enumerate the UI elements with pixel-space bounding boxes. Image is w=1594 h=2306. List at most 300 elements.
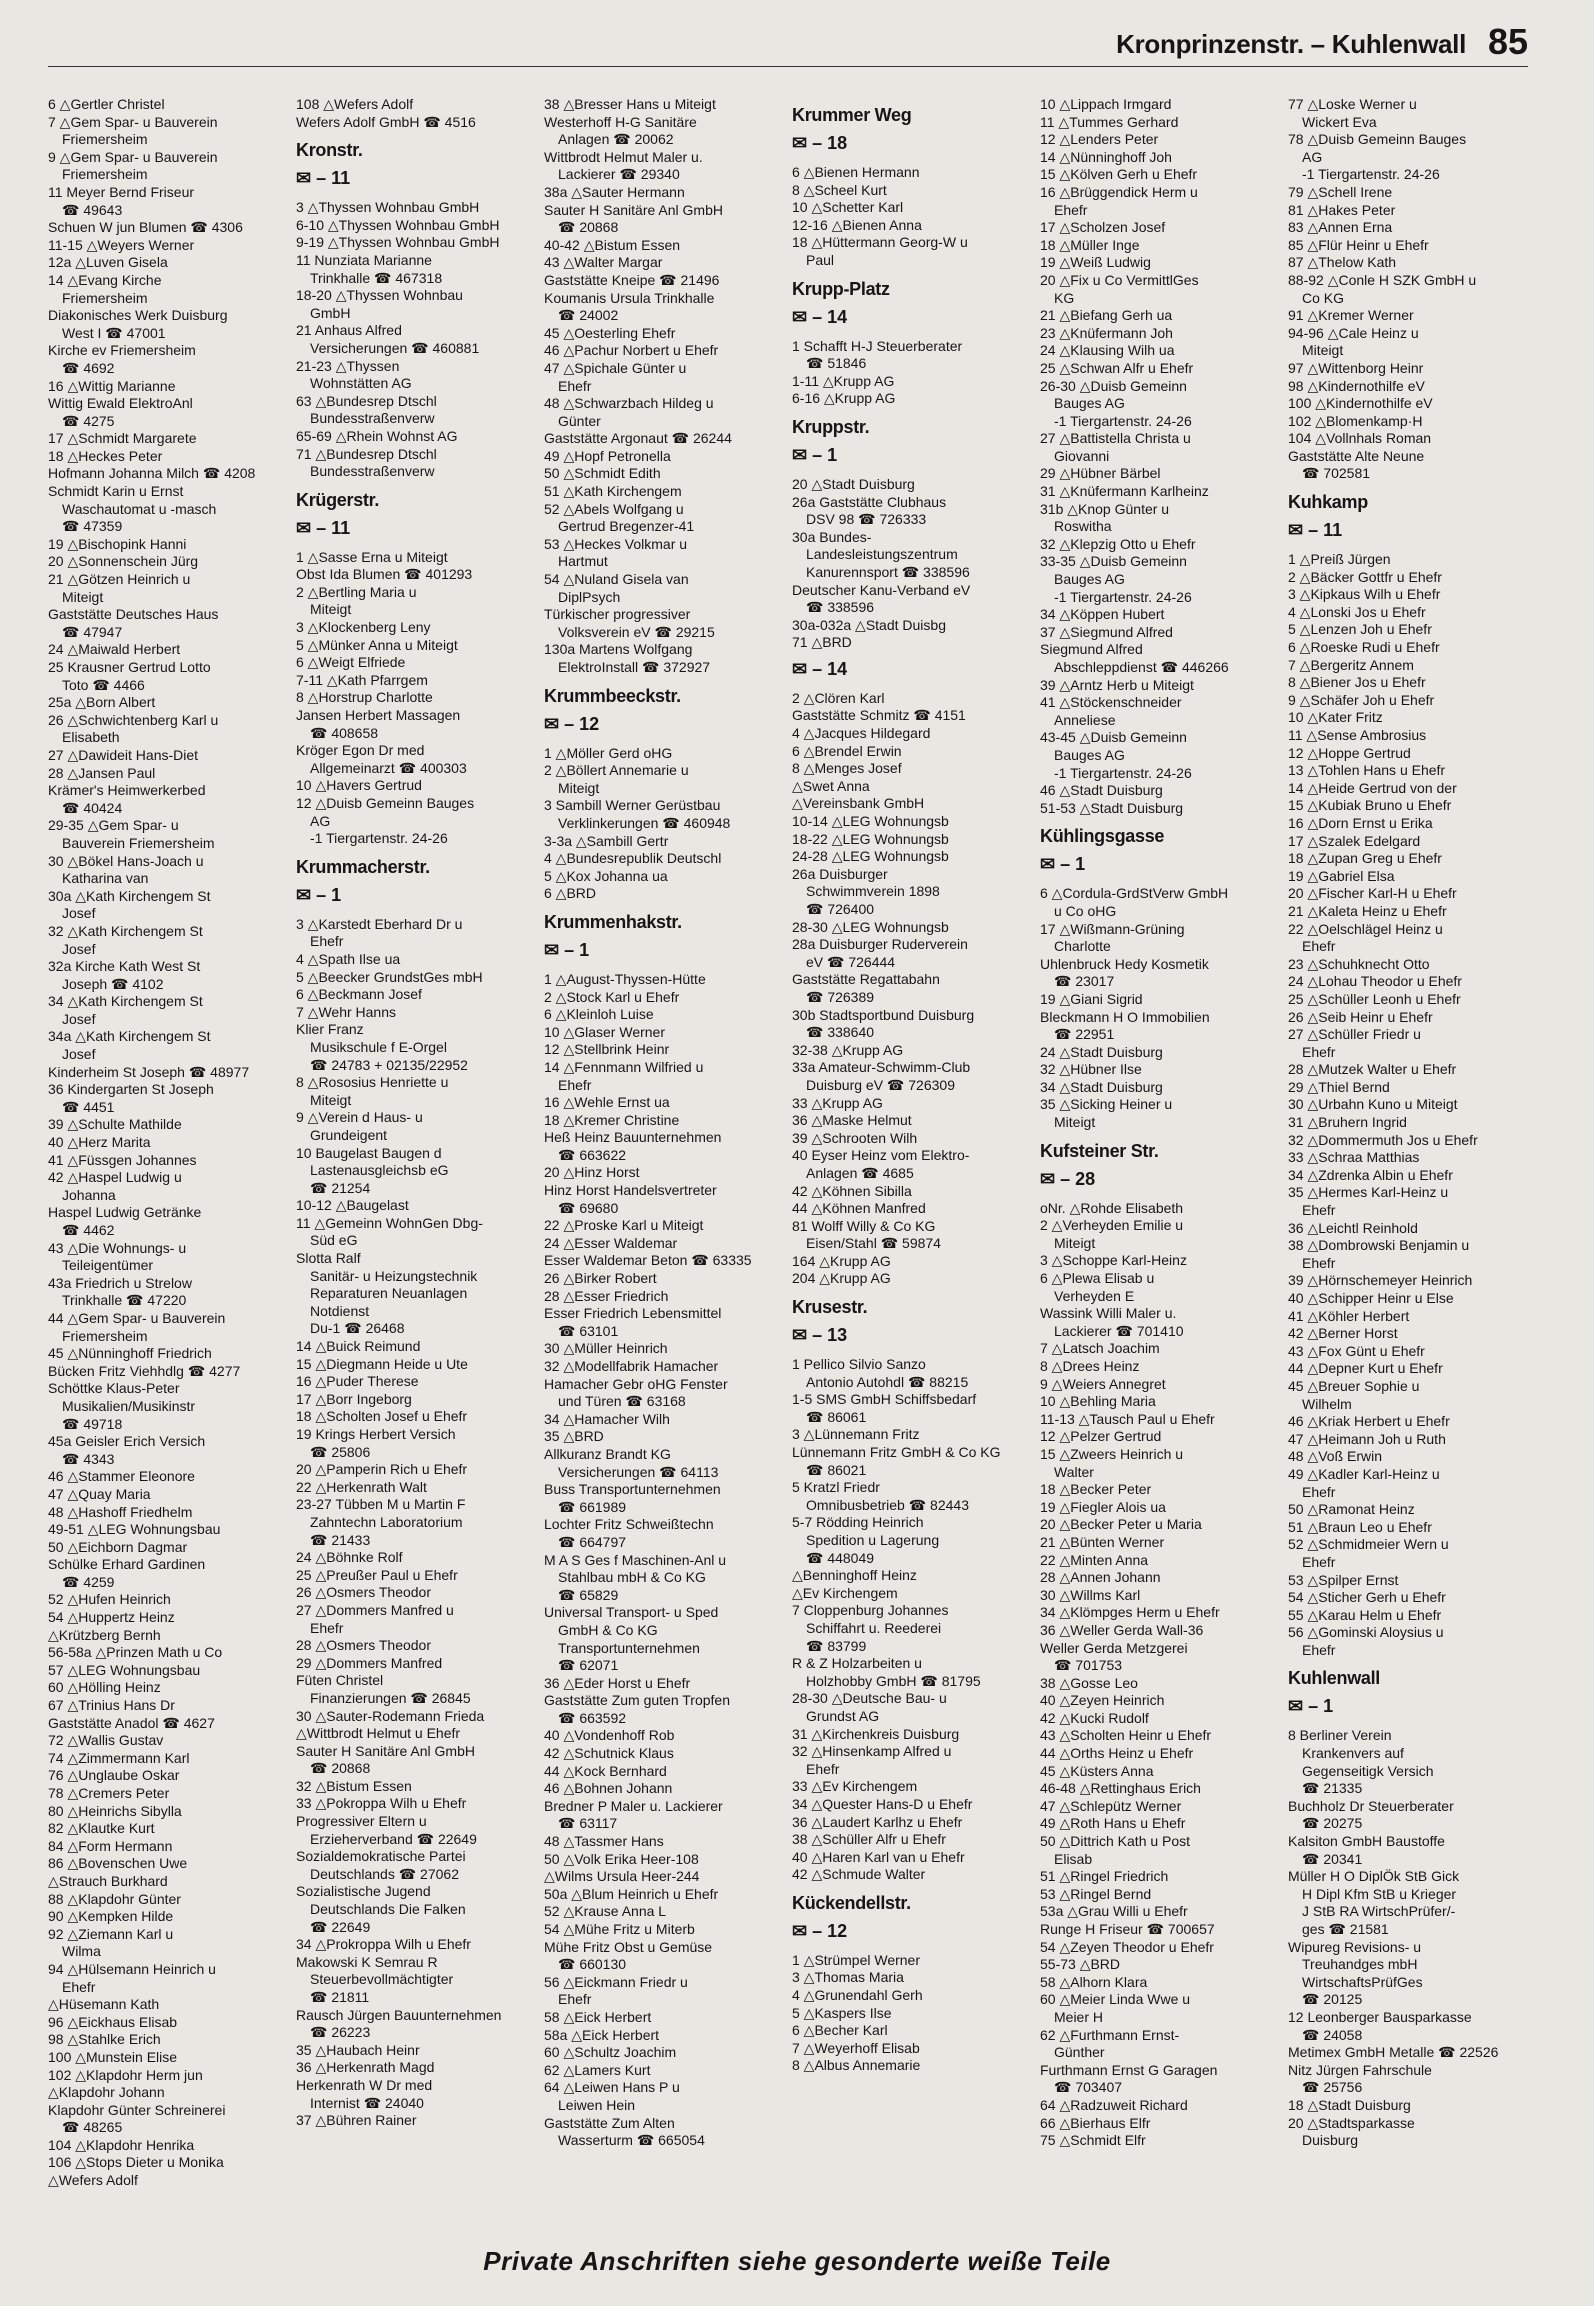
- directory-entry: 9 △Verein d Haus- u: [296, 1109, 423, 1126]
- directory-entry: Gaststätte Argonaut ☎ 26244: [544, 430, 732, 447]
- entry-continuation: Bauges AG: [1054, 395, 1125, 412]
- entry-continuation: Ehefr: [1302, 1254, 1336, 1271]
- directory-entry: 24 △Stadt Duisburg: [1040, 1043, 1163, 1060]
- entry-continuation: Co KG: [1302, 289, 1345, 306]
- directory-entry: Kröger Egon Dr med: [296, 742, 425, 759]
- directory-entry: Hofmann Johanna Milch ☎ 4208: [48, 465, 256, 482]
- entry-continuation: ☎ 22649: [310, 1918, 371, 1935]
- directory-entry: 30 △Müller Heinrich: [544, 1340, 668, 1357]
- entry-continuation: Ehefr: [1302, 1553, 1336, 1570]
- directory-entry: 30 △Bökel Hans-Joach u: [48, 852, 204, 869]
- entry-continuation: ☎ 47947: [62, 623, 123, 640]
- directory-entry: 4 △Jacques Hildegard: [792, 725, 931, 742]
- entry-continuation: -1 Tiergartenstr. 24-26: [1054, 764, 1192, 781]
- entry-continuation: ☎ 24058: [1302, 2026, 1363, 2043]
- street-heading: Krummenhakstr.: [544, 911, 682, 932]
- directory-entry: Mühe Fritz Obst u Gemüse: [544, 1938, 713, 1955]
- directory-entry: 19 △Fiegler Alois ua: [1040, 1498, 1166, 1515]
- directory-entry: 27 △Dawideit Hans-Diet: [48, 746, 199, 763]
- directory-entry: 27 △Dommers Manfred u: [296, 1601, 454, 1618]
- directory-entry: 1 △Sasse Erna u Miteigt: [296, 548, 448, 565]
- directory-entry: 54 △Sticher Gerh u Ehefr: [1288, 1589, 1446, 1606]
- directory-entry: 51 △Kath Kirchengem: [544, 483, 682, 500]
- directory-entry: M A S Ges f Maschinen-Anl u: [544, 1551, 727, 1568]
- directory-entry: 62 △Furthmann Ernst-: [1040, 2026, 1180, 2043]
- entry-continuation: Verheyden E: [1054, 1287, 1135, 1304]
- entry-continuation: J StB RA WirtschPrüfer/-: [1302, 1903, 1456, 1920]
- directory-entry: Westerhoff H-G Sanitäre: [544, 113, 697, 130]
- entry-continuation: ☎ 51846: [806, 355, 867, 372]
- directory-entry: 84 △Form Hermann: [48, 1837, 173, 1854]
- directory-entry: 78 △Cremers Peter: [48, 1785, 170, 1801]
- directory-entry: △Vereinsbank GmbH: [792, 795, 925, 812]
- directory-entry: 45 △Breuer Sophie u: [1288, 1377, 1420, 1394]
- directory-entry: 44 △Depner Kurt u Ehefr: [1288, 1360, 1443, 1377]
- directory-entry: 40 △Herz Marita: [48, 1134, 151, 1151]
- directory-entry: 67 △Trinius Hans Dr: [48, 1697, 175, 1714]
- directory-entry: 32a Kirche Kath West St: [48, 958, 201, 975]
- postal-district: ✉ – 11: [296, 517, 351, 538]
- directory-entry: 7 △Latsch Joachim: [1040, 1340, 1160, 1357]
- directory-entry: 52 △Schmidmeier Wern u: [1288, 1536, 1449, 1553]
- directory-entry: 2 △Böllert Annemarie u: [544, 762, 689, 779]
- directory-entry: 11 Meyer Bernd Friseur: [48, 183, 195, 200]
- entry-continuation: WirtschaftsPrüfGes: [1302, 1973, 1423, 1990]
- directory-entry: Lochter Fritz Schweißtechn: [544, 1516, 714, 1533]
- directory-entry: 10-14 △LEG Wohnungsb: [792, 813, 949, 830]
- entry-continuation: Spedition u Lagerung: [806, 1532, 940, 1548]
- directory-entry: 16 △Wittig Marianne: [48, 377, 176, 394]
- directory-entry: 17 △Szalek Edelgard: [1288, 832, 1421, 849]
- directory-entry: 4 △Lonski Jos u Ehefr: [1288, 603, 1426, 620]
- directory-entry: 3 Sambill Werner Gerüstbau: [544, 797, 721, 814]
- entry-continuation: Ehefr: [1302, 1043, 1336, 1060]
- entry-continuation: ☎ 20341: [1302, 1850, 1363, 1867]
- directory-entry: 6-10 △Thyssen Wohnbau GmbH: [296, 216, 500, 233]
- entry-continuation: Josef: [62, 905, 96, 922]
- directory-entry: 56-58a △Prinzen Math u Co: [48, 1644, 223, 1661]
- column-2: [296, 96, 532, 2226]
- directory-entry: Lünnemann Fritz GmbH & Co KG: [792, 1444, 1001, 1461]
- directory-entry: 46 △Stadt Duisburg: [1040, 782, 1163, 799]
- entry-continuation: Paul: [806, 251, 835, 268]
- directory-entry: 106 △Stops Dieter u Monika: [48, 2154, 224, 2171]
- entry-continuation: ☎ 21811: [310, 1989, 370, 2005]
- entry-continuation: Abschleppdienst ☎ 446266: [1054, 659, 1229, 675]
- directory-entry: △Wilms Ursula Heer-244: [544, 1868, 700, 1885]
- entry-continuation: West I ☎ 47001: [62, 324, 166, 341]
- directory-entry: 18 △Becker Peter: [1040, 1481, 1152, 1498]
- entry-continuation: ☎ 21254: [310, 1179, 371, 1196]
- directory-entry: 3 △Karstedt Eberhard Dr u: [296, 915, 463, 932]
- entry-continuation: Josef: [62, 1046, 96, 1063]
- postal-district: ✉ – 18: [792, 133, 848, 153]
- directory-entry: 16 △Puder Therese: [296, 1373, 419, 1390]
- entry-continuation: ☎ 65829: [558, 1586, 619, 1603]
- directory-entry: 38 △Bresser Hans u Miteigt: [544, 96, 716, 112]
- directory-entry: 75 △Schmidt Elfr: [1040, 2132, 1146, 2149]
- directory-entry: 39 △Schrooten Wilh: [792, 1129, 918, 1146]
- postal-district: ✉ – 14: [792, 306, 848, 327]
- directory-entry: Klapdohr Günter Schreinerei: [48, 2101, 226, 2118]
- directory-entry: 7-11 △Kath Pfarrgem: [296, 671, 428, 688]
- directory-entry: 5 △Lenzen Joh u Ehefr: [1288, 621, 1432, 638]
- directory-entry: 28 △Osmers Theodor: [296, 1637, 432, 1654]
- directory-entry: 1 Pellico Silvio Sanzo: [792, 1356, 926, 1373]
- directory-entry: 40 △Haren Karl van u Ehefr: [792, 1848, 965, 1865]
- directory-entry: 4 △Spath Ilse ua: [296, 950, 401, 967]
- entry-continuation: Holzhobby GmbH ☎ 81795: [806, 1672, 981, 1689]
- directory-entry: Jansen Herbert Massagen: [296, 707, 461, 724]
- entry-continuation: Ehefr: [62, 1978, 96, 1995]
- directory-entry: 80 △Heinrichs Sibylla: [48, 1802, 182, 1819]
- entry-continuation: ☎ 663592: [558, 1709, 627, 1726]
- directory-entry: 83 △Annen Erna: [1288, 219, 1393, 236]
- entry-continuation: ☎ 726389: [806, 988, 875, 1005]
- street-heading: Krügerstr.: [296, 489, 380, 510]
- directory-entry: 14 △Heide Gertrud von der: [1288, 779, 1457, 796]
- entry-continuation: Anneliese: [1054, 711, 1116, 728]
- directory-entry: 8 △Biener Jos u Ehefr: [1288, 674, 1426, 691]
- directory-entry: 51 △Ringel Friedrich: [1040, 1868, 1169, 1885]
- directory-entry: Deutscher Kanu-Verband eV: [792, 581, 971, 598]
- directory-entry: 81 Wolff Willy & Co KG: [792, 1217, 936, 1234]
- directory-entry: 12a △Luven Gisela: [48, 254, 168, 271]
- directory-entry: 34 △Klömpges Herm u Ehefr: [1040, 1604, 1220, 1621]
- directory-entry: Progressiver Eltern u: [296, 1813, 427, 1830]
- postal-district: ✉ – 14: [792, 658, 848, 679]
- directory-entry: 24 △Böhnke Rolf: [296, 1549, 403, 1566]
- entry-continuation: Miteigt: [310, 601, 352, 618]
- directory-entry: 52 △Abels Wolfgang u: [544, 500, 684, 517]
- directory-entry: 46 △Bohnen Johann: [544, 1780, 673, 1797]
- directory-entry: 31 △Kirchenkreis Duisburg: [792, 1725, 960, 1742]
- entry-continuation: Erzieherverband ☎ 22649: [310, 1830, 477, 1847]
- directory-entry: 102 △Klapdohr Herm jun: [48, 2066, 203, 2083]
- directory-entry: 19 △Weiß Ludwig: [1040, 254, 1151, 271]
- entry-continuation: Trinkhalle ☎ 467318: [310, 269, 443, 286]
- directory-entry: 28 △Mutzek Walter u Ehefr: [1288, 1061, 1457, 1078]
- directory-entry: 12 △Lenders Peter: [1040, 131, 1159, 148]
- directory-entry: 43a Friedrich u Strelow: [48, 1274, 192, 1291]
- directory-entry: 32-38 △Krupp AG: [792, 1041, 904, 1058]
- directory-entry: 28 △Annen Johann: [1040, 1569, 1161, 1586]
- street-heading: Kuhkamp: [1288, 492, 1368, 513]
- entry-continuation: Wickert Eva: [1302, 113, 1377, 130]
- entry-continuation: Volksverein eV ☎ 29215: [558, 623, 715, 640]
- entry-continuation: Johanna: [62, 1186, 116, 1203]
- entry-continuation: Landesleistungszentrum: [806, 546, 958, 563]
- entry-continuation: Allgemeinarzt ☎ 400303: [310, 759, 467, 776]
- entry-continuation: Finanzierungen ☎ 26845: [310, 1689, 471, 1706]
- directory-entry: 94 △Hülsemann Heinrich u: [48, 1960, 216, 1977]
- entry-continuation: ☎ 24002: [558, 307, 619, 324]
- entry-continuation: Giovanni: [1054, 447, 1110, 464]
- directory-entry: △Strauch Burkhard: [48, 1872, 168, 1889]
- directory-entry: 10 △Glaser Werner: [544, 1023, 665, 1040]
- entry-continuation: Ehefr: [1302, 1483, 1336, 1500]
- directory-entry: Hinz Horst Handelsvertreter: [544, 1182, 717, 1199]
- directory-entry: 4 △Grunendahl Gerh: [792, 1987, 923, 2004]
- directory-entry: 54 △Mühe Fritz u Miterb: [544, 1921, 695, 1937]
- directory-entry: △Swet Anna: [792, 777, 870, 794]
- directory-entry: 36 △Maske Helmut: [792, 1112, 912, 1129]
- directory-entry: 6 △Weigt Elfriede: [296, 654, 406, 671]
- directory-entry: 20 △Sonnenschein Jürg: [48, 553, 199, 570]
- directory-entry: 14 △Buick Reimund: [296, 1338, 421, 1355]
- directory-entry: 6-16 △Krupp AG: [792, 390, 896, 407]
- directory-entry: 51 △Braun Leo u Ehefr: [1288, 1518, 1432, 1535]
- directory-entry: 91 △Kremer Werner: [1288, 307, 1414, 324]
- directory-entry: 28a Duisburger Ruderverein: [792, 936, 968, 953]
- directory-entry: 12-16 △Bienen Anna: [792, 216, 922, 233]
- entry-continuation: Notdienst: [310, 1302, 370, 1319]
- entry-continuation: Miteigt: [62, 588, 104, 605]
- directory-entry: 1 △August-Thyssen-Hütte: [544, 970, 706, 987]
- directory-entry: 2 △Clören Karl: [792, 689, 885, 706]
- directory-entry: Bücken Fritz Viehhdlg ☎ 4277: [48, 1362, 241, 1379]
- directory-entry: Herkenrath W Dr med: [296, 2076, 433, 2093]
- directory-entry: 17 △Schmidt Margarete: [48, 430, 197, 447]
- entry-continuation: Ehefr: [806, 1760, 840, 1777]
- directory-entry: 52 △Hufen Heinrich: [48, 1591, 171, 1608]
- directory-entry: Schülke Erhard Gardinen: [48, 1556, 206, 1573]
- column-4: [792, 96, 1028, 2226]
- directory-entry: 66 △Bierhaus Elfr: [1040, 2114, 1151, 2131]
- entry-continuation: Lastenausgleichsb eG: [310, 1162, 449, 1179]
- directory-entry: 10 △Schetter Karl: [792, 199, 904, 216]
- entry-continuation: eV ☎ 726444: [806, 953, 896, 970]
- directory-entry: 4 △Bundesrepublik Deutschl: [544, 850, 722, 867]
- entry-continuation: Miteigt: [1054, 1114, 1096, 1131]
- entry-continuation: Süd eG: [310, 1232, 358, 1249]
- directory-entry: 98 △Stahlke Erich: [48, 2031, 161, 2048]
- directory-entry: 43-45 △Duisb Gemeinn: [1040, 729, 1187, 746]
- directory-entry: 104 △Klapdohr Henrika: [48, 2136, 195, 2153]
- entry-continuation: Leiwen Hein: [558, 2096, 636, 2113]
- directory-entry: 6 △Roeske Rudi u Ehefr: [1288, 639, 1440, 656]
- entry-continuation: Versicherungen ☎ 64113: [558, 1463, 719, 1480]
- directory-entry: 8 △Drees Heinz: [1040, 1358, 1140, 1374]
- directory-entry: 29 △Dommers Manfred: [296, 1654, 443, 1671]
- directory-entry: 38a △Sauter Hermann: [544, 183, 685, 200]
- directory-entry: 18-20 △Thyssen Wohnbau: [296, 287, 463, 304]
- entry-continuation: Walter: [1054, 1463, 1094, 1480]
- directory-entry: 49 △Kadler Karl-Heinz u: [1288, 1465, 1440, 1482]
- directory-entry: 30 △Sauter-Rodemann Frieda: [296, 1707, 485, 1724]
- directory-entry: 15 △Kubiak Bruno u Ehefr: [1288, 797, 1452, 814]
- directory-entry: 33a Amateur-Schwimm-Club: [792, 1059, 971, 1076]
- directory-entry: Bredner P Maler u. Lackierer: [544, 1797, 723, 1814]
- directory-entry: △Krützberg Bernh: [48, 1626, 161, 1643]
- directory-entry: 19 △Bischopink Hanni: [48, 535, 187, 552]
- directory-entry: Wittbrodt Helmut Maler u.: [544, 148, 703, 165]
- entry-continuation: Krankenvers auf: [1302, 1745, 1404, 1762]
- directory-entry: 7 △Gem Spar- u Bauverein: [48, 113, 218, 130]
- directory-entry: 11-13 △Tausch Paul u Ehefr: [1040, 1410, 1215, 1427]
- directory-entry: 30 △Urbahn Kuno u Miteigt: [1288, 1096, 1458, 1113]
- postal-district: ✉ – 11: [1288, 520, 1343, 541]
- directory-entry: 20 △Hinz Horst: [544, 1164, 640, 1181]
- entry-continuation: und Türen ☎ 63168: [558, 1393, 686, 1410]
- entry-continuation: Internist ☎ 24040: [310, 2094, 424, 2111]
- entry-continuation: ☎ 21433: [310, 1531, 371, 1548]
- entry-continuation: GmbH & Co KG: [558, 1621, 658, 1638]
- entry-continuation: ges ☎ 21581: [1302, 1921, 1389, 1937]
- directory-entry: 28 △Esser Friedrich: [544, 1287, 669, 1304]
- directory-entry: 8 △Menges Josef: [792, 760, 902, 777]
- directory-entry: 29 △Hübner Bärbel: [1040, 465, 1161, 482]
- directory-entry: 96 △Eickhaus Elisab: [48, 2013, 178, 2030]
- directory-entry: 15 △Diegmann Heide u Ute: [296, 1355, 468, 1372]
- directory-entry: 54 △Zeyen Theodor u Ehefr: [1040, 1938, 1214, 1955]
- entry-continuation: Elisabeth: [62, 729, 120, 746]
- entry-continuation: ☎ 338640: [806, 1024, 875, 1041]
- entry-continuation: ☎ 21335: [1302, 1780, 1363, 1797]
- directory-entry: 17 △Wißmann-Grüning: [1040, 920, 1185, 937]
- entry-continuation: Friemersheim: [62, 166, 148, 183]
- directory-entry: 36 △Weller Gerda Wall-36: [1040, 1621, 1204, 1638]
- directory-entry: 108 △Wefers Adolf: [296, 96, 414, 112]
- directory-entry: 81 △Hakes Peter: [1288, 201, 1396, 218]
- directory-entry: 44 △Orths Heinz u Ehefr: [1040, 1745, 1194, 1762]
- entry-continuation: ☎ 62071: [558, 1657, 619, 1674]
- entry-continuation: ☎ 4259: [62, 1573, 115, 1590]
- entry-continuation: ☎ 20125: [1302, 1991, 1363, 2008]
- entry-continuation: GmbH: [310, 304, 351, 321]
- directory-entry: Gaststätte Anadol ☎ 4627: [48, 1714, 215, 1731]
- directory-entry: 8 △Scheel Kurt: [792, 181, 887, 198]
- entry-continuation: Wilhelm: [1302, 1395, 1352, 1412]
- directory-entry: 38 △Dombrowski Benjamin u: [1288, 1237, 1470, 1254]
- directory-entry: 9-19 △Thyssen Wohnbau GmbH: [296, 234, 500, 251]
- directory-entry: 25a △Born Albert: [48, 694, 156, 711]
- directory-entry: △Benninghoff Heinz: [792, 1567, 917, 1584]
- directory-entry: Uhlenbruck Hedy Kosmetik: [1040, 955, 1209, 972]
- directory-entry: Schmidt Karin u Ernst: [48, 483, 184, 500]
- directory-entry: Kirche ev Friemersheim: [48, 342, 196, 359]
- directory-entry: 58 △Eick Herbert: [544, 2008, 652, 2025]
- directory-entry: 34 △Köppen Hubert: [1040, 606, 1165, 623]
- directory-entry: 18 △Kremer Christine: [544, 1111, 680, 1128]
- entry-continuation: Miteigt: [1302, 342, 1344, 359]
- directory-entry: 6 △BRD: [544, 885, 597, 902]
- entry-continuation: Hartmut: [558, 553, 608, 570]
- street-heading: Kruppstr.: [792, 416, 870, 437]
- directory-entry: Allkuranz Brandt KG: [544, 1445, 671, 1462]
- directory-entry: 10 △Kater Fritz: [1288, 709, 1383, 726]
- directory-entry: 12 △Stellbrink Heinr: [544, 1041, 670, 1058]
- entry-continuation: Miteigt: [558, 779, 600, 796]
- directory-entry: 64 △Leiwen Hans P u: [544, 2079, 680, 2096]
- entry-continuation: Deutschlands Die Falken: [310, 1901, 466, 1918]
- postal-district: ✉ – 12: [792, 1920, 848, 1941]
- entry-continuation: ☎ 24783 + 02135/22952: [310, 1056, 468, 1073]
- directory-entry: 33-35 △Duisb Gemeinn: [1040, 553, 1187, 570]
- entry-continuation: Günther: [1054, 2044, 1105, 2061]
- entry-continuation: Steuerbevollmächtigter: [310, 1971, 454, 1988]
- directory-entry: Sauter H Sanitäre Anl GmbH: [296, 1742, 475, 1759]
- directory-entry: 21-23 △Thyssen: [296, 357, 400, 374]
- entry-continuation: Bauverein Friemersheim: [62, 834, 215, 851]
- entry-continuation: ☎ 4462: [62, 1222, 115, 1238]
- directory-entry: 6 △Gertler Christel: [48, 96, 165, 112]
- directory-entry: 26a Duisburger: [792, 865, 888, 882]
- directory-entry: 16 △Brüggendick Herm u: [1040, 183, 1198, 200]
- directory-entry: 26-30 △Duisb Gemeinn: [1040, 377, 1187, 394]
- directory-entry: 7 Cloppenburg Johannes: [792, 1602, 949, 1619]
- directory-entry: 24-28 △LEG Wohnungsb: [792, 848, 949, 865]
- directory-entry: 2 △Verheyden Emilie u: [1040, 1217, 1184, 1234]
- directory-entry: Gaststätte Alte Neune: [1288, 447, 1425, 464]
- entry-continuation: ☎ 25756: [1302, 2079, 1363, 2096]
- entry-continuation: ☎ 49643: [62, 201, 123, 218]
- entry-continuation: Anlagen ☎ 20062: [558, 131, 674, 148]
- entry-continuation: Musikschule f E-Orgel: [310, 1038, 447, 1055]
- directory-entry: 55-73 △BRD: [1040, 1956, 1121, 1973]
- entry-continuation: Gertrud Bregenzer-41: [558, 518, 695, 535]
- directory-entry: 65-69 △Rhein Wohnst AG: [296, 427, 458, 444]
- directory-entry: 22 △Herkenrath Walt: [296, 1478, 427, 1495]
- entry-continuation: Kanurennsport ☎ 338596: [806, 563, 970, 580]
- directory-entry: Esser Friedrich Lebensmittel: [544, 1305, 722, 1322]
- directory-entry: 5 △Kaspers Ilse: [792, 2004, 892, 2021]
- directory-entry: 19 △Gabriel Elsa: [1288, 867, 1395, 884]
- directory-entry: 79 △Schell Irene: [1288, 183, 1393, 200]
- directory-entry: 3 △Thomas Maria: [792, 1969, 904, 1986]
- directory-entry: 54 △Nuland Gisela van: [544, 571, 689, 588]
- entry-continuation: Grundeigent: [310, 1126, 388, 1143]
- directory-entry: Wittig Ewald ElektroAnl: [48, 395, 193, 412]
- directory-entry: 37 △Siegmund Alfred: [1040, 623, 1173, 640]
- entry-continuation: Antonio Autohdl ☎ 88215: [806, 1373, 969, 1390]
- directory-entry: 12 △Hoppe Gertrud: [1288, 744, 1411, 761]
- directory-entry: 97 △Wittenborg Heinr: [1288, 359, 1424, 376]
- directory-entry: 33 △Ev Kirchengem: [792, 1778, 918, 1795]
- directory-entry: 9 △Weiers Annegret: [1040, 1375, 1166, 1392]
- entry-continuation: Charlotte: [1054, 938, 1111, 955]
- directory-entry: △Ev Kirchengem: [792, 1584, 898, 1601]
- directory-entry: 43 △Fox Günt u Ehefr: [1288, 1342, 1425, 1359]
- directory-entry: 41 △Stöckenschneider: [1040, 694, 1182, 711]
- directory-entry: 34 △Zdrenka Albin u Ehefr: [1288, 1166, 1453, 1183]
- postal-district: ✉ – 11: [296, 168, 351, 189]
- directory-entry: 17 △Borr Ingeborg: [296, 1390, 412, 1407]
- entry-continuation: Bauges AG: [1054, 571, 1125, 588]
- directory-entry: 54 △Huppertz Heinz: [48, 1609, 175, 1626]
- entry-continuation: ☎ 4451: [62, 1098, 115, 1115]
- directory-entry: 49 △Hopf Petronella: [544, 447, 671, 464]
- directory-entry: 42 △Haspel Ludwig u: [48, 1169, 182, 1186]
- entry-continuation: Duisburg: [1302, 2132, 1359, 2149]
- entry-continuation: ☎ 726400: [806, 901, 875, 917]
- directory-entry: △Hüsemann Kath: [48, 1996, 160, 2013]
- directory-entry: Schuen W jun Blumen ☎ 4306: [48, 219, 243, 236]
- directory-entry: 8 Berliner Verein: [1288, 1727, 1392, 1744]
- entry-continuation: Wohnstätten AG: [310, 375, 412, 392]
- directory-entry: 32 △Klepzig Otto u Ehefr: [1040, 535, 1196, 552]
- directory-entry: 39 △Schulte Mathilde: [48, 1116, 182, 1133]
- directory-entry: 52 △Krause Anna L: [544, 1903, 667, 1920]
- directory-entry: 26a Gaststätte Clubhaus: [792, 493, 947, 510]
- entry-continuation: Toto ☎ 4466: [62, 676, 145, 693]
- directory-entry: 8 △Horstrup Charlotte: [296, 689, 433, 706]
- entry-continuation: Katharina van: [62, 870, 149, 887]
- entry-continuation: Friemersheim: [62, 289, 148, 306]
- directory-entry: 36 △Leichtl Reinhold: [1288, 1219, 1418, 1236]
- directory-entry: 32 △Modellfabrik Hamacher: [544, 1358, 719, 1374]
- entry-continuation: ☎ 4343: [62, 1450, 115, 1467]
